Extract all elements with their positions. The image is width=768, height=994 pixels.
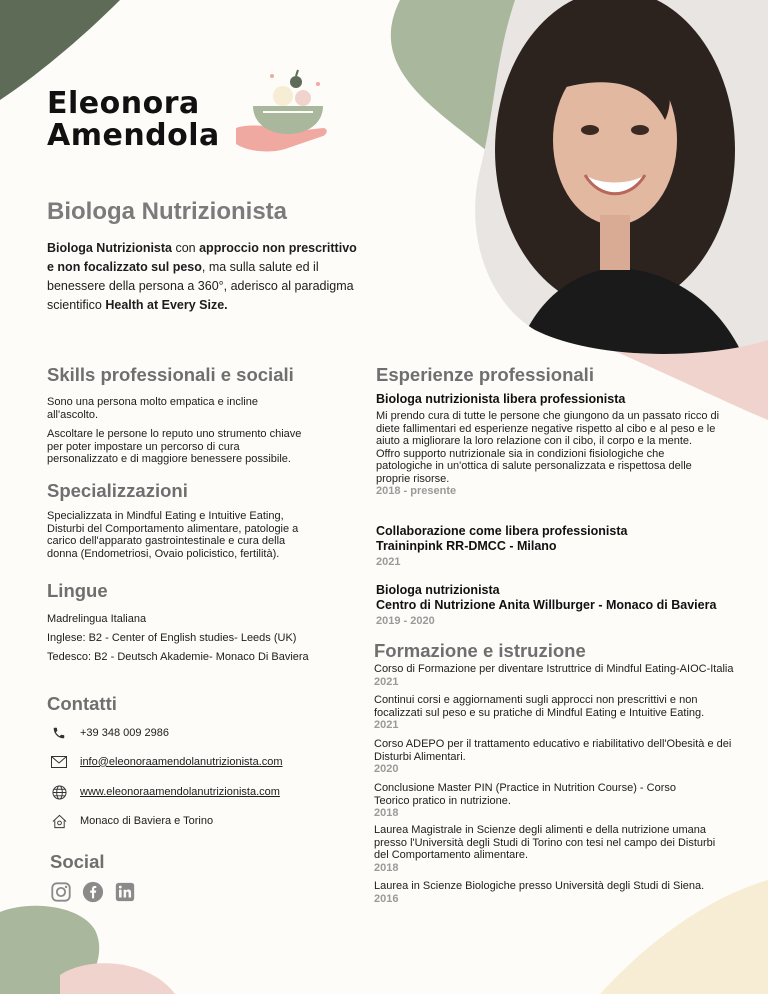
experience-subtitle: Traininpink RR-DMCC - Milano	[376, 539, 557, 553]
experience-title: Collaborazione come libera professionista	[376, 524, 628, 538]
experience-year: 2021	[376, 556, 401, 568]
profile-photo	[455, 0, 768, 360]
corner-dark-green-shape	[0, 0, 120, 100]
experience-subtitle: Centro di Nutrizione Anita Willburger - Monaco di Baviera	[376, 598, 717, 612]
education-item-1: Corso di Formazione per diventare Istruttrice di Mindful Eating-AIOC-Italia 2021	[374, 663, 734, 688]
experience-item-2	[376, 524, 746, 568]
contact-phone[interactable]: +39 348 009 2986	[50, 724, 169, 742]
experience-year: 2019 - 2020	[376, 615, 435, 627]
mail-icon	[50, 753, 68, 771]
last-name: Amendola	[47, 118, 220, 153]
skills-heading: Skills professionali e sociali	[47, 364, 294, 385]
facebook-icon[interactable]	[82, 881, 104, 903]
phone-icon	[50, 724, 68, 742]
experience-title: Biologa nutrizionista libera professionista	[376, 392, 626, 406]
experience-desc-2: Offro supporto nutrizionale sia in condizioni fisiologiche che patologiche in un'ottica di salute personalizzata e rispettosa delle proprie risorse.	[376, 447, 692, 485]
email-link[interactable]: info@eleonoraamendolanutrizionista.com	[80, 755, 283, 768]
experience-title: Biologa nutrizionista	[376, 583, 500, 597]
contact-email[interactable]	[50, 753, 283, 771]
education-item-3: Corso ADEPO per il trattamento educativo e riabilitativo dell'Obesità e dei Disturbi Alimentari. 2020	[374, 738, 732, 775]
experience-year: 2018 - presente	[376, 485, 457, 497]
bottom-left-pink-shape	[60, 963, 175, 994]
job-title: Biologa Nutrizionista	[47, 198, 287, 225]
education-item-4: Conclusione Master PIN (Practice in Nutrition Course) - Corso Teorico pratico in nutrizione. 2018	[374, 782, 676, 819]
skills-text-1: Sono una persona molto empatica e incline all'ascolto.	[47, 396, 258, 421]
contact-location: Monaco di Baviera e Torino	[50, 812, 213, 830]
education-item-2: Continui corsi e aggiornamenti sugli approcci non prescrittivi e non focalizzati sul peso e su pratiche di Mindful Eating e Intuitive Eating. 2021	[374, 694, 705, 731]
globe-icon	[50, 783, 68, 801]
language-item-1: Madrelingua Italiana	[47, 613, 147, 625]
contacts-heading: Contatti	[47, 693, 117, 714]
education-heading: Formazione e istruzione	[374, 640, 586, 661]
experience-desc: Mi prendo cura di tutte le persone che giungono da un passato ricco di diete fallimentari ed esperienze negative rispetto al cibo e al peso e le aiuto a migliorare la loro relazione con il cibo, il corpo e la mente.	[376, 410, 720, 447]
intro-paragraph: Biologa Nutrizionista con approccio non prescrittivo e non focalizzato sul peso, ma sulla salute ed il benessere della persona a 360°, aderisco al paradigma scientifico Health at Every Size.	[47, 241, 357, 312]
skills-text-2: Ascoltare le persone lo reputo uno strumento chiave per poter impostare un percorso di cura personalizzato e di maggiore benessere possibile.	[47, 428, 302, 465]
first-name: Eleonora	[47, 86, 200, 121]
food-bowl-logo-icon	[228, 68, 338, 158]
website-link[interactable]: www.eleonoraamendolanutrizionista.com	[80, 785, 280, 798]
experience-heading: Esperienze professionali	[376, 364, 594, 385]
full-name	[47, 88, 220, 152]
specializations-heading: Specializzazioni	[47, 480, 188, 501]
social-icons	[50, 881, 136, 903]
linkedin-icon[interactable]	[114, 881, 136, 903]
experience-item-3	[376, 583, 756, 627]
education-item-5: Laurea Magistrale in Scienze degli alimenti e della nutrizione umana presso l'Università degli Studi di Torino con tesi nel campo dei Disturbi del Comportamento alimentare. 2018	[374, 824, 716, 874]
language-item-2: Inglese: B2 - Center of English studies- Leeds (UK)	[47, 632, 297, 644]
languages-heading: Lingue	[47, 580, 108, 601]
education-item-6: Laurea in Scienze Biologiche presso Università degli Studi di Siena. 2016	[374, 880, 705, 905]
language-item-3: Tedesco: B2 - Deutsch Akademie- Monaco Di Baviera	[47, 651, 309, 663]
contact-website[interactable]	[50, 783, 280, 801]
instagram-icon[interactable]	[50, 881, 72, 903]
specializations-text: Specializzata in Mindful Eating e Intuitive Eating, Disturbi del Comportamento alimentare, patologie a carico dell'apparato gastrointestinale e cura della donna (Endometriosi, Ovaio policistico, fertilità).	[47, 510, 299, 560]
social-heading: Social	[50, 851, 105, 872]
home-location-icon	[50, 812, 68, 830]
experience-item-1	[376, 392, 721, 497]
